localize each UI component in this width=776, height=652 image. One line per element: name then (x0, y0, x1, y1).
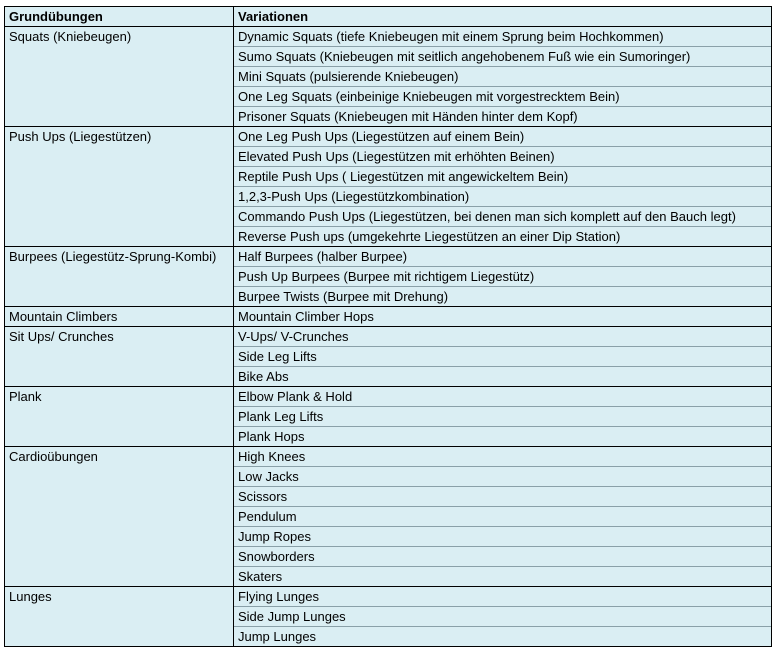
variation-cell[interactable]: Jump Lunges (234, 627, 771, 647)
variation-cell[interactable]: Low Jacks (234, 467, 771, 487)
variation-cell[interactable]: Reptile Push Ups ( Liegestützen mit angewickeltem Bein) (234, 167, 771, 187)
base-exercise-column (5, 7, 234, 646)
variation-cell[interactable]: Side Jump Lunges (234, 607, 771, 627)
variation-cell[interactable]: Side Leg Lifts (234, 347, 771, 367)
variation-cell[interactable]: Jump Ropes (234, 527, 771, 547)
variation-cell[interactable]: 1,2,3-Push Ups (Liegestützkombination) (234, 187, 771, 207)
base-exercise-cell[interactable]: Sit Ups/ Crunches (5, 327, 233, 387)
variation-cell[interactable]: Prisoner Squats (Kniebeugen mit Händen hinter dem Kopf) (234, 107, 771, 127)
variations-column (234, 7, 771, 646)
variation-cell[interactable]: V-Ups/ V-Crunches (234, 327, 771, 347)
header-variations[interactable]: Variationen (234, 7, 771, 27)
variation-cell[interactable]: Flying Lunges (234, 587, 771, 607)
variation-cell[interactable]: Scissors (234, 487, 771, 507)
header-base-exercises[interactable]: Grundübungen (5, 7, 233, 27)
base-exercise-cell[interactable]: Plank (5, 387, 233, 447)
variation-cell[interactable]: Sumo Squats (Kniebeugen mit seitlich angehobenem Fuß wie ein Sumoringer) (234, 47, 771, 67)
exercise-table (4, 6, 772, 647)
variation-cell[interactable]: Half Burpees (halber Burpee) (234, 247, 771, 267)
variation-cell[interactable]: Dynamic Squats (tiefe Kniebeugen mit einem Sprung beim Hochkommen) (234, 27, 771, 47)
variation-cell[interactable]: Mountain Climber Hops (234, 307, 771, 327)
variation-cell[interactable]: Pendulum (234, 507, 771, 527)
base-exercise-cell[interactable]: Mountain Climbers (5, 307, 233, 327)
base-exercise-cell[interactable]: Burpees (Liegestütz-Sprung-Kombi) (5, 247, 233, 307)
variation-cell[interactable]: Reverse Push ups (umgekehrte Liegestützen an einer Dip Station) (234, 227, 771, 247)
variation-cell[interactable]: Snowborders (234, 547, 771, 567)
base-exercise-cell[interactable]: Lunges (5, 587, 233, 647)
variation-cell[interactable]: High Knees (234, 447, 771, 467)
base-exercise-cell[interactable]: Squats (Kniebeugen) (5, 27, 233, 127)
variation-cell[interactable]: Push Up Burpees (Burpee mit richtigem Liegestütz) (234, 267, 771, 287)
variation-cell[interactable]: Bike Abs (234, 367, 771, 387)
variation-cell[interactable]: Burpee Twists (Burpee mit Drehung) (234, 287, 771, 307)
variation-cell[interactable]: Commando Push Ups (Liegestützen, bei denen man sich komplett auf den Bauch legt) (234, 207, 771, 227)
base-exercise-cell[interactable]: Cardioübungen (5, 447, 233, 587)
variation-cell[interactable]: Plank Leg Lifts (234, 407, 771, 427)
base-exercise-cell[interactable]: Push Ups (Liegestützen) (5, 127, 233, 247)
variation-cell[interactable]: Mini Squats (pulsierende Kniebeugen) (234, 67, 771, 87)
variation-cell[interactable]: Elbow Plank & Hold (234, 387, 771, 407)
variation-cell[interactable]: Plank Hops (234, 427, 771, 447)
variation-cell[interactable]: One Leg Squats (einbeinige Kniebeugen mit vorgestrecktem Bein) (234, 87, 771, 107)
variation-cell[interactable]: One Leg Push Ups (Liegestützen auf einem Bein) (234, 127, 771, 147)
variation-cell[interactable]: Skaters (234, 567, 771, 587)
variation-cell[interactable]: Elevated Push Ups (Liegestützen mit erhöhten Beinen) (234, 147, 771, 167)
